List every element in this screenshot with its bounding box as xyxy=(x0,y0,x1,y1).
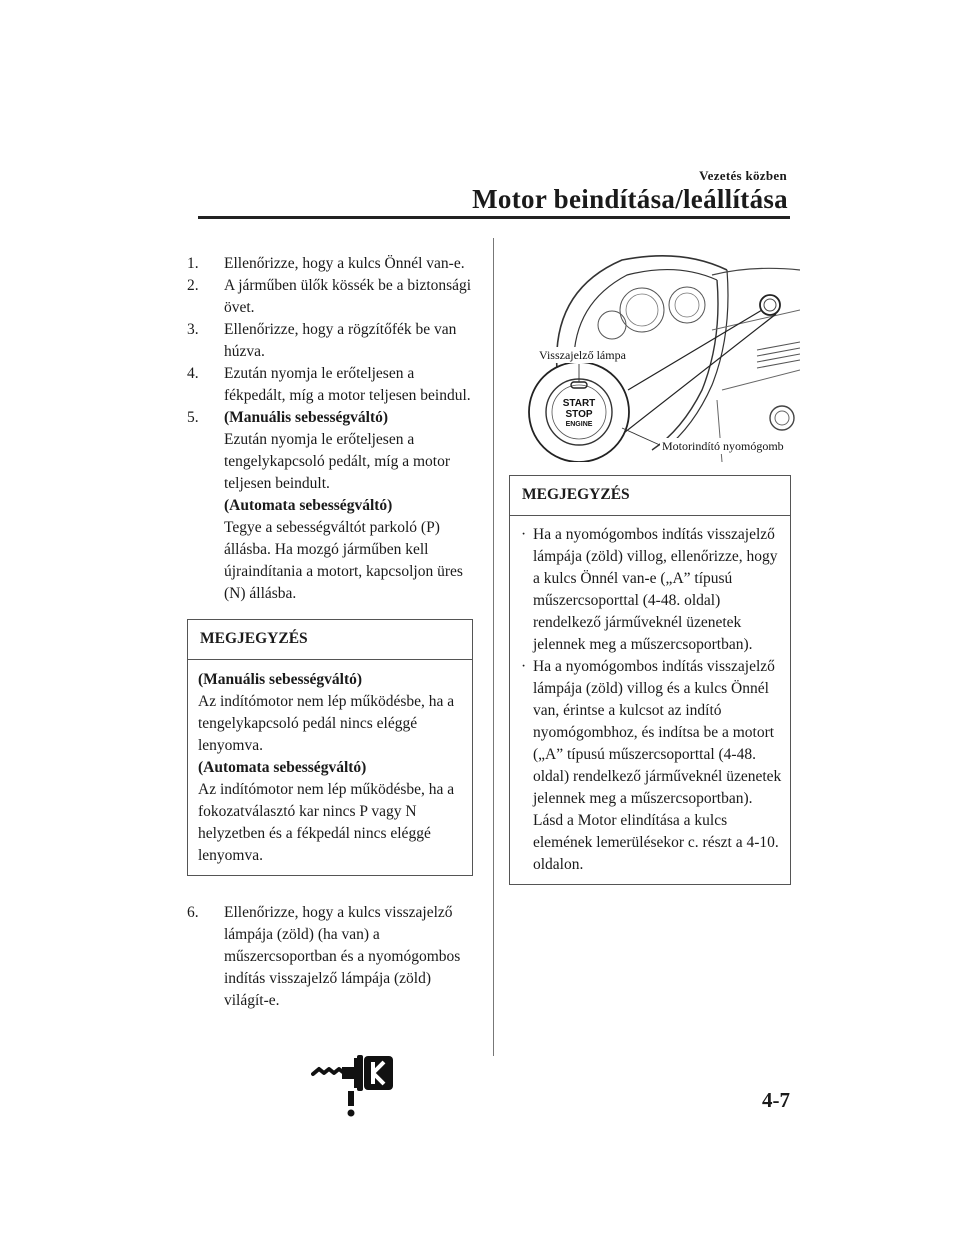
note-manual-text: Az indítómotor nem lép működésbe, ha a tengelykapcsoló pedál nincs eléggé lenyomva. xyxy=(198,693,455,754)
figure-label-lamp: Visszajelző lámpa xyxy=(539,348,626,362)
section-label: Vezetés közben xyxy=(699,168,787,183)
start-button-figure xyxy=(512,250,800,462)
step-text: Ellenőrizze, hogy a kulcs Önnél van-e. xyxy=(224,255,465,272)
step-text: Ellenőrizze, hogy a rögzítőfék be van húzva. xyxy=(224,321,457,360)
step-text: Ellenőrizze, hogy a kulcs visszajelző lámpája (zöld) (ha van) a műszercsoportban és a nyomógombos indítás visszajelző lámpája (zöld) világít-e. xyxy=(224,904,461,1009)
button-label-stop: STOP xyxy=(565,409,593,420)
step-number: 2. xyxy=(187,277,199,294)
step5-auto-heading: (Automata sebességváltó) xyxy=(224,497,393,514)
step-number: 4. xyxy=(187,365,199,382)
step-1 xyxy=(187,253,473,275)
figure-label-button: Motorindító nyomógomb xyxy=(662,439,784,453)
note-box-left xyxy=(187,619,473,876)
step5-manual-heading: (Manuális sebességváltó) xyxy=(224,409,389,426)
note-body xyxy=(188,660,472,875)
step5-manual-text: Ezután nyomja le erőteljesen a tengelykapcsoló pedált, míg a motor teljesen beindult. xyxy=(224,431,450,492)
step-2 xyxy=(187,275,473,319)
step-3 xyxy=(187,319,473,363)
step-text: Ezután nyomja le erőteljesen a fékpedált, míg a motor teljesen beindul. xyxy=(224,365,471,404)
header-rule xyxy=(198,216,790,219)
step-4 xyxy=(187,363,473,407)
step-number: 1. xyxy=(187,255,199,272)
page-title: Motor beindítása/leállítása xyxy=(472,184,788,214)
step-5 xyxy=(187,407,473,605)
note-heading: MEGJEGYZÉS xyxy=(510,476,790,516)
note-auto-heading: (Automata sebességváltó) xyxy=(198,759,367,776)
key-indicator-icon xyxy=(311,1050,396,1120)
button-label-engine: ENGINE xyxy=(565,421,593,428)
step-number: 3. xyxy=(187,321,199,338)
step-number: 5. xyxy=(187,409,199,426)
bullet-marker: · xyxy=(521,658,527,675)
step-text: A járműben ülők kössék be a biztonsági övet. xyxy=(224,277,472,316)
page-number: 4-7 xyxy=(762,1088,790,1112)
button-label-start: START xyxy=(562,398,596,409)
bullet-marker: · xyxy=(521,526,527,543)
note-bullet-item xyxy=(520,524,782,656)
note-bullet-item xyxy=(520,656,782,876)
step-number: 6. xyxy=(187,904,199,921)
step-6 xyxy=(187,902,473,1012)
bullet-text: Ha a nyomógombos indítás visszajelző lámpája (zöld) villog és a kulcs Önnél van, érintse a kulcsot az indító nyomógombhoz, és indítsa be a motort („A” típusú műszercsoporttal (4-48. oldal) rendelkező járműveknél üzenetek jelennek meg a műszercsoportban). Lásd a Motor elindítása a kulcs elemének lemerülésekor c. részt a 4-10. oldalon. xyxy=(533,658,782,873)
note-heading: MEGJEGYZÉS xyxy=(188,620,472,660)
note-box-right xyxy=(509,475,791,885)
note-body xyxy=(510,516,790,884)
column-divider xyxy=(493,238,494,1056)
note-auto-text: Az indítómotor nem lép működésbe, ha a fokozatválasztó kar nincs P vagy N helyzetben és a fékpedál nincs eléggé lenyomva. xyxy=(198,781,455,864)
step5-auto-text: Tegye a sebességváltót parkoló (P) állásba. Ha mozgó járműben kell újraindítania a motort, kapcsoljon üres (N) állásba. xyxy=(224,519,463,602)
note-manual-heading: (Manuális sebességváltó) xyxy=(198,671,363,688)
left-column xyxy=(187,253,473,1127)
bullet-text: Ha a nyomógombos indítás visszajelző lámpája (zöld) villog, ellenőrizze, hogy a kulcs Önnél van-e („A” típusú műszercsoporttal (4-48. oldal) rendelkező járműveknél üzenetek jelennek meg a műszercsoportban). xyxy=(533,526,778,653)
